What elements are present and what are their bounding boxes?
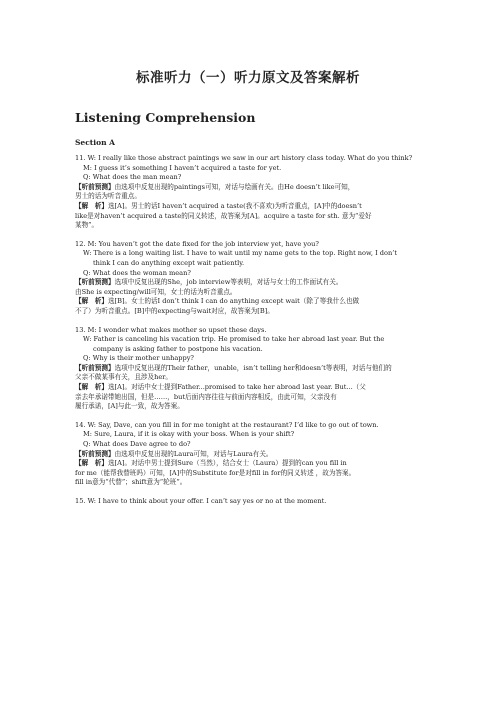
prediction-tag: 【听前预测】: [75, 449, 115, 458]
dialogue-line: 14. W: Say, Dave, can you fill in for me tonight at the restaurant? I’d like to go out of town.: [75, 420, 379, 429]
analysis-note: [75, 383, 431, 393]
analysis-text: 选[A]。对话中男士提到Sure（当然），结合女士（Laura）提到的can you fill in: [107, 459, 347, 468]
question-line: Q: What does Dave agree to do?: [83, 440, 191, 449]
prediction-tag: 【听前预测】: [75, 363, 115, 372]
analysis-text: 选[B]。女士的话I don’t think I can do anything except wait（除了等我什么也做: [107, 297, 360, 306]
prediction-note: [75, 450, 431, 460]
dialogue-line: think I can do anything except wait patiently.: [93, 258, 245, 267]
question-11: [75, 154, 431, 231]
analysis-text: for me（能帮我替班吗）可知，[A]中的Substitute for是对fill in for的同义转述 ，故为答案。: [75, 468, 356, 477]
question-line: Q: What does the man mean?: [83, 173, 182, 182]
analysis-text: 亲去年承诺带她出国，但是……，but后面内容往往与前面内容相反，由此可知，父亲没有: [75, 392, 337, 401]
prediction-note: [75, 183, 431, 193]
prediction-text: 父亲不做某事有关，且涉及her。: [75, 373, 173, 382]
analysis-tag: 【解 析】: [75, 459, 108, 468]
analysis-note: [75, 202, 431, 212]
analysis-text: 选[A]。男士的话I haven’t acquired a taste(我不喜欢)为听音重点，[A]中的doesn’t: [107, 201, 362, 210]
prediction-text: 男士的话为听音重点。: [75, 192, 141, 201]
dialogue-line: W: Father is canceling his vacation trip. He promised to take her abroad last year. But the: [83, 335, 385, 344]
dialogue-line: M: Sure, Laura, if it is okay with your boss. When is your shift?: [83, 430, 295, 439]
analysis-tag: 【解 析】: [75, 383, 108, 392]
document-title: 标准听力（一）听力原文及答案解析: [136, 70, 360, 86]
prediction-tag: 【听前预测】: [75, 278, 115, 287]
document-body: [75, 154, 431, 516]
dialogue-line: 15. W: I have to think about your offer. I can’t say yes or no at the moment.: [75, 497, 327, 505]
subsection-heading: Section A: [75, 138, 115, 147]
analysis-text: 选[A]。对话中女士提到Father...promised to take her abroad last year. But...（父: [107, 383, 366, 392]
prediction-tag: 【听前预测】: [75, 182, 115, 191]
dialogue-line: 11. W: I really like those abstract paintings we saw in our art history class today. What do you think?: [75, 154, 413, 162]
prediction-text: 选项中反复出现的She，job interview等表明，对话与女士的工作面试有关。: [114, 278, 343, 287]
dialogue-line: M: I guess it’s something I haven’t acquired a taste for yet.: [83, 163, 282, 172]
section-heading: Listening Comprehension: [75, 110, 256, 125]
prediction-text: 由选项中反复出现的Laura可知，对话与Laura有关。: [114, 449, 273, 458]
prediction-text: 由选项中反复出现的paintings可知，对话与绘画有关。由He doesn’t like可知，: [114, 182, 355, 191]
analysis-note: [75, 459, 431, 469]
analysis-tag: 【解 析】: [75, 297, 108, 306]
dialogue-line: 12. M: You haven’t got the date fixed for the job interview yet, have you?: [75, 239, 319, 248]
question-13: [75, 326, 431, 412]
prediction-text: 选项中反复出现的Their father，unable，isn’t telling her和doesn’t等表明，对话与他们的: [114, 363, 392, 372]
prediction-note: [75, 278, 431, 288]
prediction-text: 由She is expecting/will可知，女士的话为听音重点。: [75, 287, 237, 296]
analysis-text: 履行承诺，[A]与此一致，故为答案。: [75, 402, 184, 411]
dialogue-line: company is asking father to postpone his vacation.: [93, 344, 263, 353]
question-12: [75, 240, 431, 317]
analysis-text: 不了）为听音重点。[B]中的expecting与wait对应，故答案为[B]。: [75, 306, 274, 315]
analysis-tag: 【解 析】: [75, 201, 108, 210]
analysis-text: like是对haven’t acquired a taste的同义转述，故答案为[A]。acquire a taste for sth. 意为“爱好: [75, 211, 372, 220]
analysis-text: fill in意为“代替”；shift意为“轮班”。: [75, 478, 187, 487]
analysis-text: 某物”。: [75, 221, 99, 230]
dialogue-line: 13. M: I wonder what makes mother so upset these days.: [75, 325, 267, 334]
dialogue-line: W: There is a long waiting list. I have to wait until my name gets to the top. Right now, I don’t: [83, 249, 397, 258]
analysis-note: [75, 297, 431, 307]
question-line: Q: What does the woman mean?: [83, 268, 191, 277]
question-14: [75, 421, 431, 488]
question-15: [75, 497, 431, 507]
question-line: Q: Why is their mother unhappy?: [83, 354, 194, 363]
